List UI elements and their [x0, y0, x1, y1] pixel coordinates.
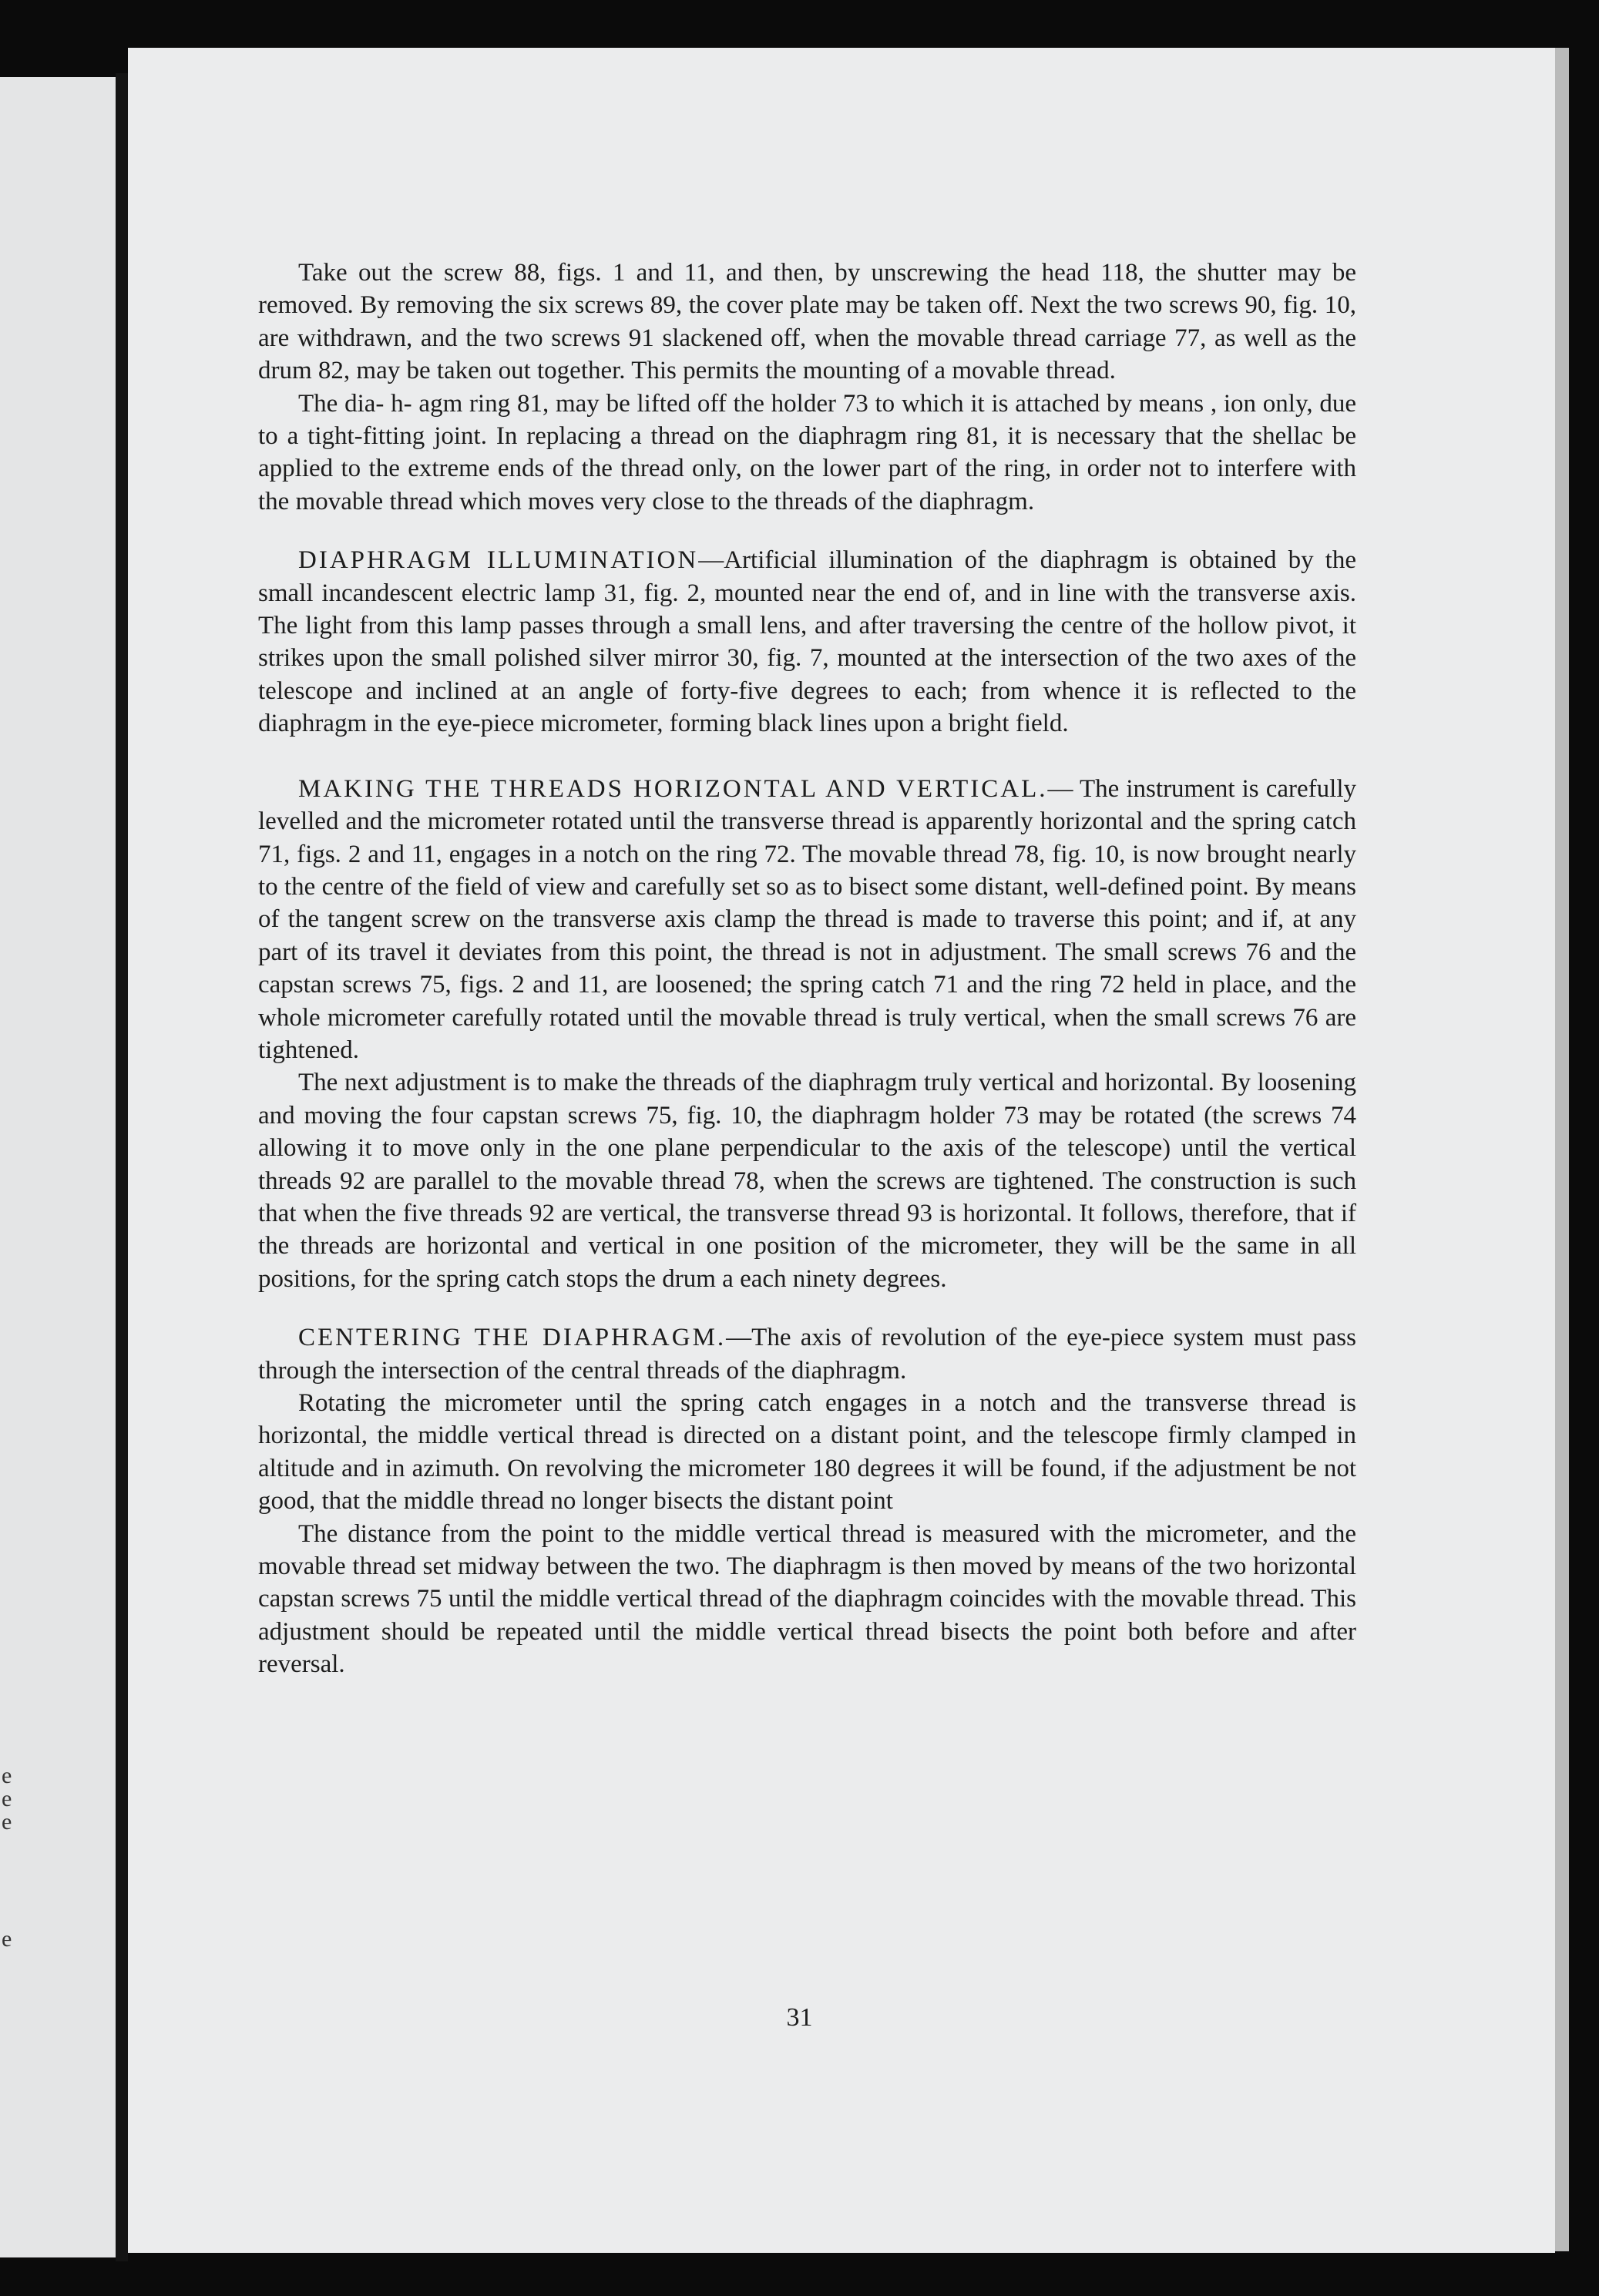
- paragraph-rotating: Rotating the micrometer until the spring catch engages in a notch and the transverse thread is horizontal, the middle vertical thread is directed on a distant point, and the telescope firmly clamped in altitude and in azimuth. On revolving the micrometer 180 degrees it will be found, if the adjustment be not good, that the middle thread no longer bisects the distant point: [258, 1389, 1356, 1516]
- section-heading: CENTERING THE DIAPHRAGM.: [298, 1324, 727, 1352]
- page-edge-shadow: [1555, 48, 1569, 2251]
- facing-page-fragment: e: [2, 1786, 12, 1811]
- paragraph-illumination: [258, 544, 1356, 740]
- paragraph-text: —Artificial illumination of the diaphragm is obtained by the small incandescent electric lamp 31, fig. 2, mounted near the end of, and in line with the transverse axis. The light from this lamp passes through a small lens, and after traversing the centre of the hollow pivot, it strikes upon the small polished silver mirror 30, fig. 7, mounted at the intersection of the two axes of the telescope and inclined at an angle of forty-five degrees to each; from whence it is reflected to the diaphragm in the eye-piece micrometer, forming black lines upon a bright field.: [258, 546, 1356, 738]
- facing-page-fragment: e: [2, 1809, 12, 1834]
- page-number: 31: [786, 2003, 813, 2032]
- paragraph-next-adjustment: The next adjustment is to make the threads of the diaphragm truly vertical and horizontal. By loosening and moving the four capstan screws 75, fig. 10, the diaphragm holder 73 may be rotated (the screws 74 allowing it to move only in the one plane perpendicular to the axis of the telescope) until the vertical threads 92 are parallel to the movable thread 78, when the screws are tightened. The construction is such that when the five threads 92 are vertical, the transverse thread 93 is horizontal. It follows, therefore, that if the threads are horizontal and vertical in one position of the micrometer, they will be the same in all positions, for the spring catch stops the drum a each ninety degrees.: [258, 1069, 1356, 1293]
- section-heading: MAKING THE THREADS HORIZONTAL AND VERTICAL.: [298, 774, 1048, 803]
- page-body: [258, 257, 1356, 1681]
- paragraph-centering: [258, 1321, 1356, 1387]
- paragraph-diaphragm-ring: The dia- h- agm ring 81, may be lifted off the holder 73 to which it is attached by means , ion only, due to a tight-fitting joint. In replacing a thread on the diaphragm ring 81, it is necessary that the shellac be applied to the extreme ends of the thread only, on the lower part of the ring, in order not to interfere with the movable thread which moves very close to the threads of the diaphragm.: [258, 389, 1356, 515]
- book-gutter: [116, 73, 128, 2261]
- facing-page-fragment: e: [2, 1763, 12, 1788]
- paragraph-shutter: Take out the screw 88, figs. 1 and 11, and then, by unscrewing the head 118, the shutter may be removed. By removing the six screws 89, the cover plate may be taken off. Next the two screws 90, fig. 10, are withdrawn, and the two screws 91 slackened off, when the movable thread carriage 77, as well as the drum 82, may be taken out together. This permits the mounting of a movable thread.: [258, 259, 1356, 385]
- paragraph-text: —The axis of revolution of the eye-piece system must pass through the intersection of the central threads of the diaphragm.: [258, 1324, 1356, 1385]
- section-heading: DIAPHRAGM ILLUMINATION: [298, 546, 699, 575]
- facing-page-edge: [0, 77, 122, 2257]
- facing-page-fragment: e: [2, 1926, 12, 1952]
- paragraph-distance: The distance from the point to the middle vertical thread is measured with the micrometer, and the movable thread set midway between the two. The diaphragm is then moved by means of the two horizontal capstan screws 75 until the middle vertical thread of the diaphragm coincides with the movable thread. This adjustment should be repeated until the middle vertical thread bisects the point both before and after reversal.: [258, 1519, 1356, 1679]
- paragraph-text: — The instrument is carefully levelled and the micrometer rotated until the transverse thread is apparently horizontal and the spring catch 71, figs. 2 and 11, engages in a notch on the ring 72. The movable thread 78, fig. 10, is now brought nearly to the centre of the field of view and carefully set so as to bisect some distant, well-defined point. By means of the tangent screw on the transverse axis clamp the thread is made to traverse this point; and if, at any part of its travel it deviates from this point, the thread is not in adjustment. The small screws 76 and the capstan screws 75, figs. 2 and 11, are loosened; the spring catch 71 and the ring 72 held in place, and the whole micrometer carefully rotated until the movable thread is truly vertical, when the small screws 76 are tightened.: [258, 774, 1356, 1064]
- paragraph-threads-horizontal: [258, 773, 1356, 1067]
